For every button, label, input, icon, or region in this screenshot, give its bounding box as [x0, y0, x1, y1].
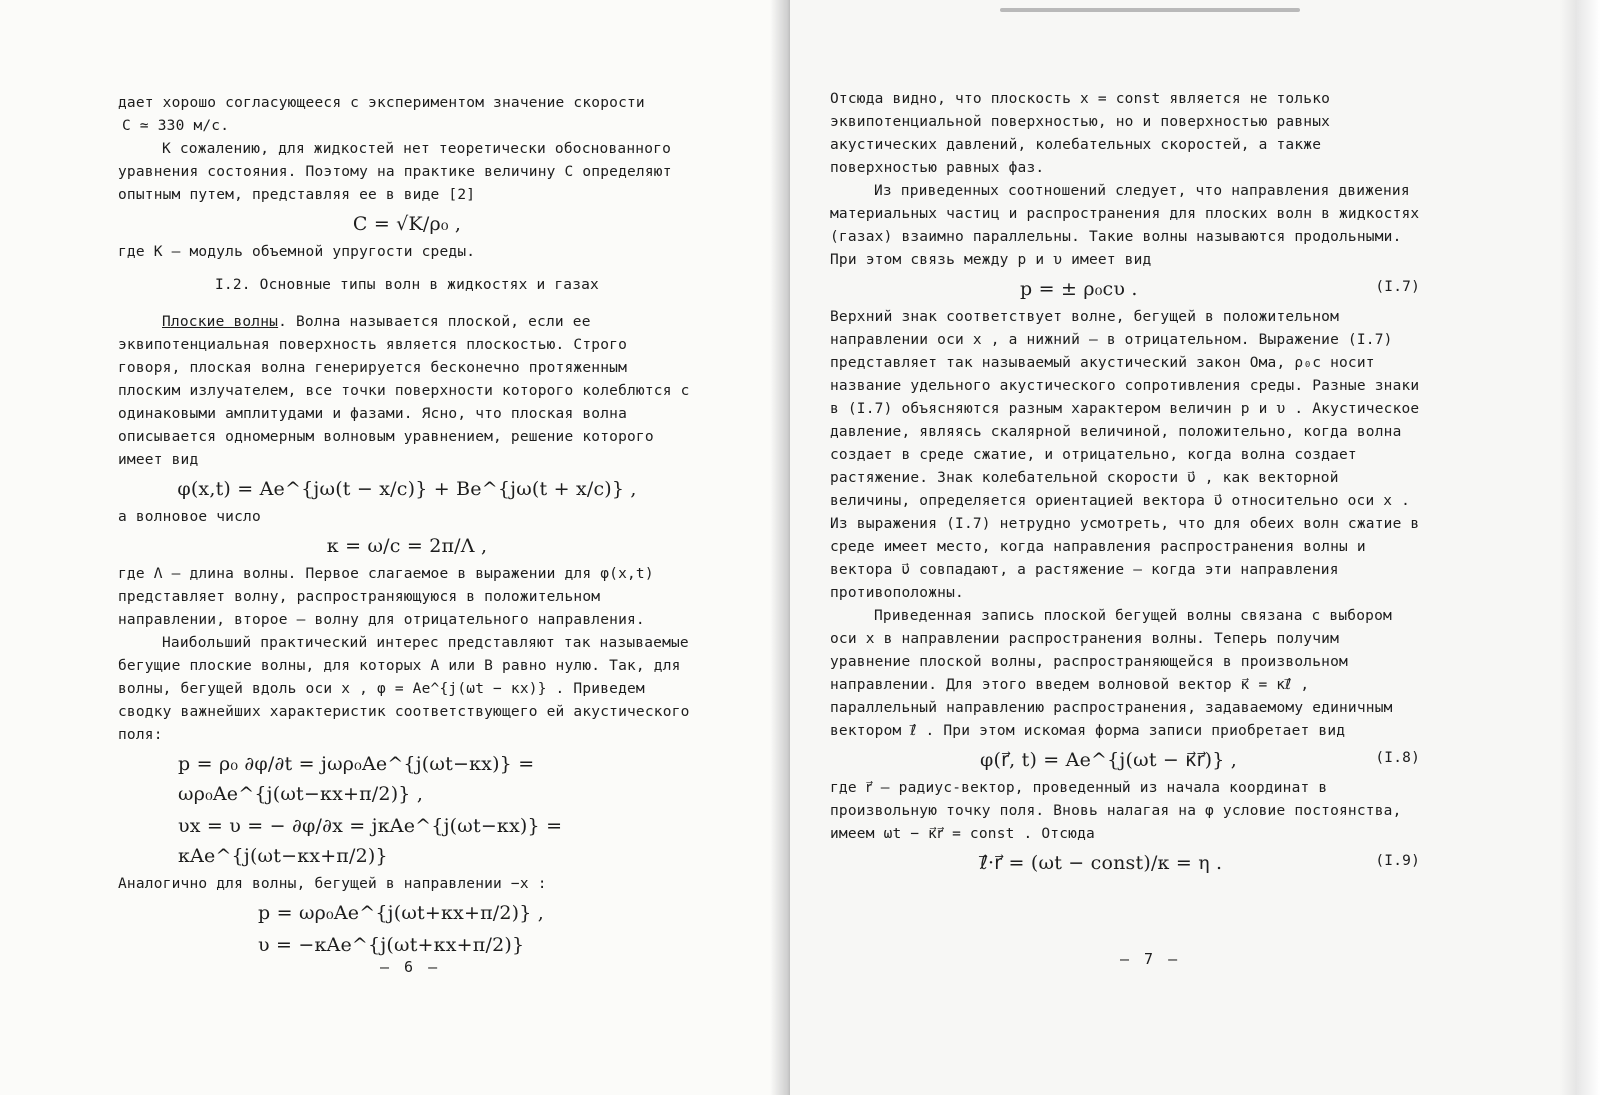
formula: C = √K/ρ₀ ,: [352, 213, 462, 235]
formula: p = ± ρ₀cυ .: [1020, 278, 1138, 300]
paragraph: Верхний знак соответствует волне, бегущей в положительном направлении оси x , а нижний – в отрицательном. Выражение (I.7) представляет так называемый акустический закон Ома, ρ₀c носит название удельного акустического сопротивления среды. Разные знаки в (I.7) объясняются разным характером величин p и υ . Акустическое давление, являясь скалярной величиной, положительно, когда волна создает в среде сжатие, и отрицательно, когда волна создает растяжение. Знак колебательной скорости υ⃗ , как векторной величины, определяется ориентацией вектора υ⃗ относительно оси x . Из выражения (I.7) нетрудно усмотреть, что для обеих волн сжатие в среде имеет место, когда направления распространения волны и вектора υ⃗ совпадают, а растяжение – когда эти направления противоположны.: [830, 309, 1420, 601]
paragraph: Отсюда видно, что плоскость x = const является не только эквипотенциальной поверхностью, но и поверхностью равных акустических давлений, колебательных скоростей, а также поверхностью равных фаз.: [830, 91, 1331, 176]
paragraph: где Λ – длина волны. Первое слагаемое в выражении для φ(x,t) представляет волну, распространяющуюся в положительном направлении, второе – волну для отрицательного направления.: [118, 566, 654, 628]
paragraph: Наибольший практический интерес представляют так называемые бегущие плоские волны, для которых A или B равно нулю. Так, для волны, бегущей вдоль оси x , φ = Ae^{j(ωt − κx)} . Приведем сводку важнейших характеристик соответствующего ей акустического поля:: [118, 635, 690, 743]
subsection-title: Плоские волны: [162, 314, 279, 330]
equation-number: (I.7): [1375, 279, 1420, 295]
paragraph: где K – модуль объемной упругости среды.: [118, 244, 476, 260]
equation-row: [830, 743, 1420, 777]
paragraph-body: . Волна называется плоской, если ее эквипотенциальная поверхность является плоскостью. Строго говоря, плоская волна генерируется бесконечно протяженным плоским излучателем, все точки поверхности которого колеблются с одинаковыми амплитудами и фазами. Ясно, что плоская волна описывается одномерным волновым уравнением, решение которого имеет вид: [118, 314, 690, 468]
formula: φ(r⃗, t) = Ae^{j(ωt − κ⃗r⃗)} ,: [980, 749, 1238, 771]
section-heading: I.2. Основные типы волн в жидкостях и газах: [215, 277, 599, 293]
formula: υ = −κAe^{j(ωt+κx+π/2)}: [258, 934, 525, 956]
paragraph: C ≃ 330 м/с.: [122, 118, 230, 134]
formula: υx = υ = − ∂φ/∂x = jκAe^{j(ωt−κx)} = κAe^{j(ωt−κx+π/2)}: [178, 815, 563, 867]
equation-number: (I.8): [1375, 750, 1420, 766]
formula: κ = ω/c = 2π/Λ ,: [326, 535, 488, 557]
paragraph: К сожалению, для жидкостей нет теоретически обоснованного уравнения состояния. Поэтому на практике величину C определяют опытным путем, представляя ее в виде [2]: [118, 141, 672, 203]
equation-row: [830, 846, 1420, 880]
formula: φ(x,t) = Ae^{jω(t − x/c)} + Be^{jω(t + x/c)} ,: [177, 478, 637, 500]
scan-artifact: [1000, 8, 1300, 12]
paragraph: где r⃗ – радиус-вектор, проведенный из начала координат в произвольную точку поля. Вновь налагая на φ условие постоянства, имеем ωt − κ⃗r⃗ = const . Отсюда: [830, 780, 1402, 842]
page-number: – 6 –: [380, 958, 441, 976]
page-edge-shadow: [1560, 0, 1600, 1095]
formula: ℓ⃗·r⃗ = (ωt − const)/κ = η .: [980, 852, 1223, 874]
paragraph: [118, 311, 696, 472]
equation-number: (I.9): [1375, 853, 1420, 869]
paragraph: а волновое число: [118, 509, 261, 525]
equation-row: [830, 272, 1420, 306]
right-page-text: [830, 88, 1420, 880]
paragraph: Аналогично для волны, бегущей в направлении −x :: [118, 876, 547, 892]
left-page-text: [118, 92, 696, 962]
right-page: [790, 0, 1580, 1095]
left-page: [0, 0, 790, 1095]
paragraph: Из приведенных соотношений следует, что направления движения материальных частиц и распространения для плоских волн в жидкостях (газах) взаимно параллельны. Такие волны называются продольными. При этом связь между p и υ имеет вид: [830, 183, 1420, 268]
paragraph: дает хорошо согласующееся с экспериментом значение скорости: [118, 95, 645, 111]
formula: p = ρ₀ ∂φ/∂t = jωρ₀Ae^{j(ωt−κx)} = ωρ₀Ae^{j(ωt−κx+π/2)} ,: [178, 753, 535, 805]
page-number: – 7 –: [1120, 950, 1181, 968]
paragraph: Приведенная запись плоской бегущей волны связана с выбором оси x в направлении распространения волны. Теперь получим уравнение плоской волны, распространяющейся в произвольном направлении. Для этого введем волновой вектор κ⃗ = κℓ⃗ , параллельный направлению распространения, задаваемому единичным вектором ℓ⃗ . При этом искомая форма записи приобретает вид: [830, 608, 1393, 739]
formula: p = ωρ₀Ae^{j(ωt+κx+π/2)} ,: [258, 902, 545, 924]
